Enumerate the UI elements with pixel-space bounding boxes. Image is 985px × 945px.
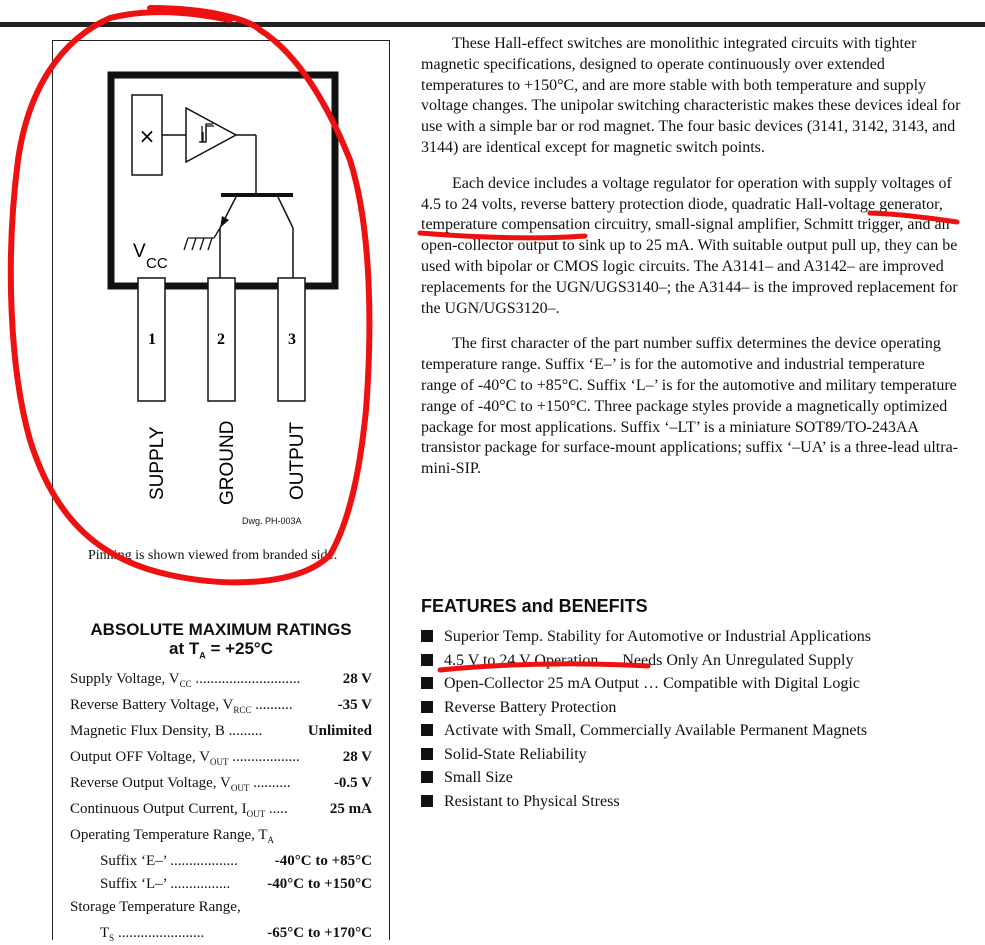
feature-item: [421, 743, 871, 767]
rating-value: -40°C to +150°C: [267, 876, 372, 892]
pin-2-number: 2: [217, 331, 225, 348]
pinning-caption: Pinning is shown viewed from branded side.: [88, 548, 338, 563]
feature-text: Resistant to Physical Stress: [444, 792, 620, 810]
feature-item: [421, 625, 871, 649]
bullet-square-icon: [421, 677, 433, 689]
rating-row: [70, 746, 372, 772]
pinout-diagram: [56, 60, 386, 540]
feature-text: Superior Temp. Stability for Automotive or Industrial Applications: [444, 628, 871, 645]
feature-text: Small Size: [444, 769, 513, 786]
feature-item: [421, 766, 871, 790]
ratings-table: [70, 668, 372, 945]
features-list: [421, 625, 871, 813]
rating-row: [70, 668, 372, 694]
feature-item: [421, 672, 871, 696]
rating-row: [70, 720, 372, 746]
rating-label: Reverse Output Voltage, $V_{OUT}$ ..........: [70, 775, 291, 793]
description-paragraph-3: The first character of the part number suffix determines the device operating temperature range. Suffix ‘E–’ is for the automotive and industrial temperature range of -40°C to +85°C. Suffix ‘L–’ is for the automotive and military temperature range of -40°C to +150°C. Three package styles provide a magnetically optimized package for most applications. Suffix ‘–LT’ is a miniature SOT89/TO-243AA transistor package for surface-mount applications; suffix ‘–UA’ is a three-lead ultra-mini-SIP.: [421, 335, 958, 478]
bullet-square-icon: [421, 654, 433, 666]
vcc-label: V: [133, 241, 146, 262]
feature-text: 4.5 V to 24 V Operation … Needs Only An Unregulated Supply: [444, 651, 854, 669]
rating-label: $T_S$ .......................: [100, 925, 205, 943]
rating-value: -35 V: [337, 697, 372, 713]
bullet-square-icon: [421, 701, 433, 713]
feature-text: Activate with Small, Commercially Available Permanent Magnets: [444, 722, 868, 739]
rating-label: Supply Voltage, $V_{CC}$ ............................: [70, 671, 301, 689]
description-column: [421, 34, 961, 495]
feature-text: Reverse Battery Protection: [444, 698, 617, 716]
hall-symbol: ×: [138, 124, 156, 148]
rating-row: [70, 922, 372, 945]
feature-item: [421, 696, 871, 720]
rating-label: Reverse Battery Voltage, $V_{RCC}$ ..........: [70, 697, 293, 715]
rating-row: [70, 896, 372, 922]
rating-row: [70, 798, 372, 824]
rating-label: Output OFF Voltage, $V_{OUT}$ ..................: [70, 749, 300, 767]
rating-value: -40°C to +85°C: [274, 853, 372, 869]
ground-symbol: [184, 228, 220, 250]
bullet-square-icon: [421, 771, 433, 783]
description-paragraph-2: Each device includes a voltage regulator for operation with supply voltages of 4.5 to 24 volts, reverse battery protection diode, quadratic Hall-voltage generator, temperature compensation circuitry, small-signal amplifier, Schmitt trigger, and an open-collector output to sink up to 25 mA. With suitable output pull up, they can be used with bipolar or CMOS logic circuits. The A3141– and A3142– are improved replacements for the UGN/UGS3140–; the A3144– is the improved replacement for the UGN/UGS3120–.: [421, 174, 958, 317]
rating-value: 28 V: [342, 749, 372, 765]
ratings-title-line1: ABSOLUTE MAXIMUM RATINGS: [90, 620, 352, 639]
description-paragraph-1: These Hall-effect switches are monolithic integrated circuits with tighter magnetic specifications, designed to operate continuously over extended temperatures to +150°C, and are more stable with both temperature and supply voltage changes. The unipolar switching characteristic makes these devices ideal for use with a simple bar or rod magnet. The four basic devices (3141, 3142, 3143, and 3144) are identical except for magnetic switch points.: [421, 35, 961, 156]
feature-text: Solid-State Reliability: [444, 745, 587, 763]
rating-label: Suffix ‘E–’ ..................: [100, 853, 238, 869]
bullet-square-icon: [421, 748, 433, 760]
vcc-subscript: CC: [146, 255, 168, 272]
rating-row: [70, 824, 372, 850]
bullet-square-icon: [421, 630, 433, 642]
rating-value: 28 V: [342, 671, 372, 687]
rating-label: Continuous Output Current, $I_{OUT}$ .....: [70, 801, 288, 819]
rating-row: [70, 772, 372, 798]
rating-label: Suffix ‘L–’ ................: [100, 876, 231, 892]
rating-label: Operating Temperature Range, $T_A$: [70, 827, 274, 845]
rating-value: -65°C to +170°C: [267, 925, 372, 941]
transistor-collector: [278, 197, 293, 228]
pin-1-name: SUPPLY: [147, 426, 168, 500]
ratings-title: [52, 620, 390, 665]
feature-item: [421, 649, 871, 673]
bullet-square-icon: [421, 724, 433, 736]
feature-item: [421, 719, 871, 743]
rating-value: [368, 824, 372, 850]
rating-value: [368, 896, 372, 922]
pin-1-number: 1: [148, 331, 156, 348]
features-heading: FEATURES and BENEFITS: [421, 596, 648, 616]
rating-row: [70, 850, 372, 873]
schmitt-trigger-symbol: [186, 108, 236, 162]
feature-item: [421, 790, 871, 814]
feature-text: Open-Collector 25 mA Output … Compatible with Digital Logic: [444, 675, 860, 692]
rating-label: Magnetic Flux Density, B .........: [70, 723, 263, 739]
rating-row: [70, 694, 372, 720]
drawing-id: Dwg. PH-003A: [242, 516, 302, 526]
rating-row: [70, 873, 372, 896]
bullet-square-icon: [421, 795, 433, 807]
pin-2-name: GROUND: [217, 420, 238, 505]
rating-value: Unlimited: [307, 723, 372, 739]
ratings-title-line2: at $T_A = +25^\circ C$: [168, 639, 274, 661]
pin-3-name: OUTPUT: [287, 421, 308, 500]
page-top-rule: [0, 22, 985, 27]
rating-value: 25 mA: [329, 801, 372, 817]
pin-3-number: 3: [288, 331, 296, 348]
rating-value: -0.5 V: [333, 775, 372, 791]
rating-label: Storage Temperature Range,: [70, 899, 241, 915]
